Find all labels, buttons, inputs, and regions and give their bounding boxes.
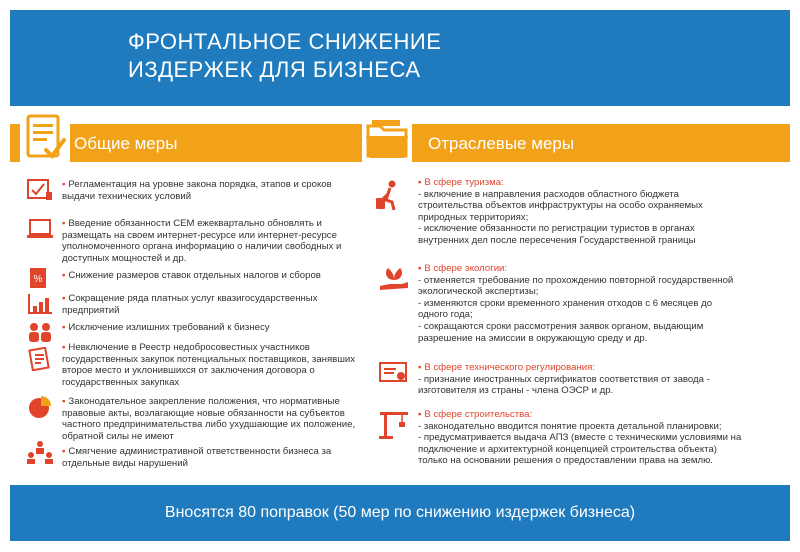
sector-line: - изменяются сроки временного хранения отходов с 6 месяцев до одного года;	[418, 297, 713, 321]
title-line-2: ИЗДЕРЖЕК ДЛЯ БИЗНЕСА	[128, 57, 421, 82]
sector-title: В сфере экологии:	[424, 263, 508, 274]
item-text: Исключение излишних требований к бизнесу	[68, 322, 270, 333]
item-text: Невключение в Реестр недобросовестных участников государственных закупок потенциальных поставщиков, занявших второе место и уклонившихся от заключения договора о государственных закупках	[62, 342, 356, 388]
item-text: Сокращение ряда платных услуг квазигосударственных предприятий	[62, 293, 318, 316]
checklist-heading-icon	[20, 106, 70, 168]
registry-document-icon	[26, 347, 54, 371]
checklist-doc-icon	[26, 178, 54, 202]
list-item: ▪ Исключение излишних требований к бизнесу	[62, 322, 270, 333]
pie-chart-icon	[26, 395, 54, 419]
sector-block: ▪ В сфере технического регулирования: - признание иностранных сертификатов соответствия от завода - изготовителя из страны - члена ОЭСР и др.	[418, 362, 738, 397]
growth-chart-icon	[26, 292, 54, 316]
item-text: Регламентация на уровне закона порядка, этапов и сроков выдачи технических условий	[62, 179, 332, 202]
laptop-icon	[26, 217, 54, 241]
percent-document-icon	[26, 266, 54, 290]
list-item: ▪ Смягчение административной ответственности бизнеса за отдельные виды нарушений	[62, 446, 332, 469]
sector-line: - предусматривается выдача АПЗ (вместе с техническими условиями на подключение и архитектурной концепцией строительства объекта) только на основании решения о предоставлении права на землю.	[418, 432, 742, 467]
sector-measures-heading: Отраслевые меры	[428, 134, 575, 153]
people-group-icon	[26, 320, 54, 344]
sector-title: В сфере технического регулирования:	[424, 362, 595, 373]
certificate-icon	[378, 360, 410, 386]
general-measures-heading: Общие меры	[74, 134, 178, 153]
svg-text:%: %	[33, 274, 43, 285]
folder-heading-icon	[362, 106, 412, 168]
list-item: ▪ Сокращение ряда платных услуг квазигосударственных предприятий	[62, 293, 318, 316]
team-hierarchy-icon	[26, 440, 54, 464]
item-text: Смягчение административной ответственности бизнеса за отдельные виды нарушений	[62, 446, 332, 469]
sector-line: - сокращаются сроки рассмотрения заявок органом, выдающим разрешение на эмиссии в окружающую среду и др.	[418, 320, 704, 344]
list-item: ▪ Невключение в Реестр недобросовестных участников государственных закупок потенциальных поставщиков, занявших второе место и уклонившихся от заключения договора о государственных закупках	[62, 342, 356, 388]
sector-line: - отменяется требование по прохождению повторной государственной экологической экспертизы;	[418, 274, 734, 298]
list-item: ▪ Законодательное закрепление положения, что нормативные правовые акты, возлагающие новые обязанности на субъектов частного предпринимательства либо ухудшающие их положение, обратной силы не имеют	[62, 396, 356, 442]
sector-line: - законодательно вводится понятие проекта детальной планировки;	[418, 420, 722, 432]
sector-title: В сфере туризма:	[424, 177, 504, 188]
list-item: ▪ Снижение размеров ставок отдельных налогов и сборов	[62, 270, 321, 281]
sector-block: ▪ В сфере строительства: - законодательно вводится понятие проекта детальной планировки; - предусматривается выдача АПЗ (вместе с техническими условиями на подключение и архитектурной концепцией строительства объекта) только на основании решения о предоставлении права на землю.	[418, 409, 748, 467]
page-title	[128, 28, 441, 84]
sector-title: В сфере строительства:	[424, 409, 533, 420]
item-text: Снижение размеров ставок отдельных налогов и сборов	[68, 270, 321, 281]
crane-icon	[376, 408, 410, 440]
title-line-1: ФРОНТАЛЬНОЕ СНИЖЕНИЕ	[128, 29, 442, 54]
list-item: ▪ Регламентация на уровне закона порядка, этапов и сроков выдачи технических условий	[62, 179, 332, 202]
item-text: Законодательное закрепление положения, что нормативные правовые акты, возлагающие новые обязанности на субъектов частного предпринимательства либо ухудшающие их положение, обратной силы не имеют	[62, 396, 356, 442]
sector-line: - включение в направления расходов областного бюджета строительства объектов инфраструктуры на особо охраняемых природных территориях;	[418, 188, 703, 223]
item-text: Введение обязанности СЕМ ежеквартально обновлять и размещать на своем интернет-ресурсе или интернет-ресурсе уполномоченного органа информацию о наличии свободных и доступных мощностей и др.	[62, 218, 342, 264]
footer-summary: Вносятся 80 поправок (50 мер по снижению издержек бизнеса)	[164, 504, 636, 521]
sector-line: - признание иностранных сертификатов соответствия от завода - изготовителя из страны - члена ОЭСР и др.	[418, 373, 710, 397]
list-item: ▪ Введение обязанности СЕМ ежеквартально обновлять и размещать на своем интернет-ресурсе или интернет-ресурсе уполномоченного органа информацию о наличии свободных и доступных мощностей и др.	[62, 218, 342, 264]
sector-line: - исключение обязанности по регистрации туристов в органах внутренних дел после пересечения Государственной границы	[418, 223, 696, 246]
sector-block: ▪ В сфере экологии: - отменяется требование по прохождению повторной государственной экологической экспертизы; - изменяются сроки временного хранения отходов с 6 месяцев до одного года; - сокращаются сроки рассмотрения заявок органом, выдающим разрешение на эмиссии в окружающую среду и др.	[418, 263, 738, 344]
traveler-icon	[372, 180, 408, 212]
sector-block: ▪ В сфере туризма: - включение в направления расходов областного бюджета строительства объектов инфраструктуры на особо охраняемых природных территориях; - исключение обязанности по регистрации туристов в органах внутренних дел после пересечения Государственной границы	[418, 177, 738, 247]
plant-hand-icon	[378, 262, 410, 292]
